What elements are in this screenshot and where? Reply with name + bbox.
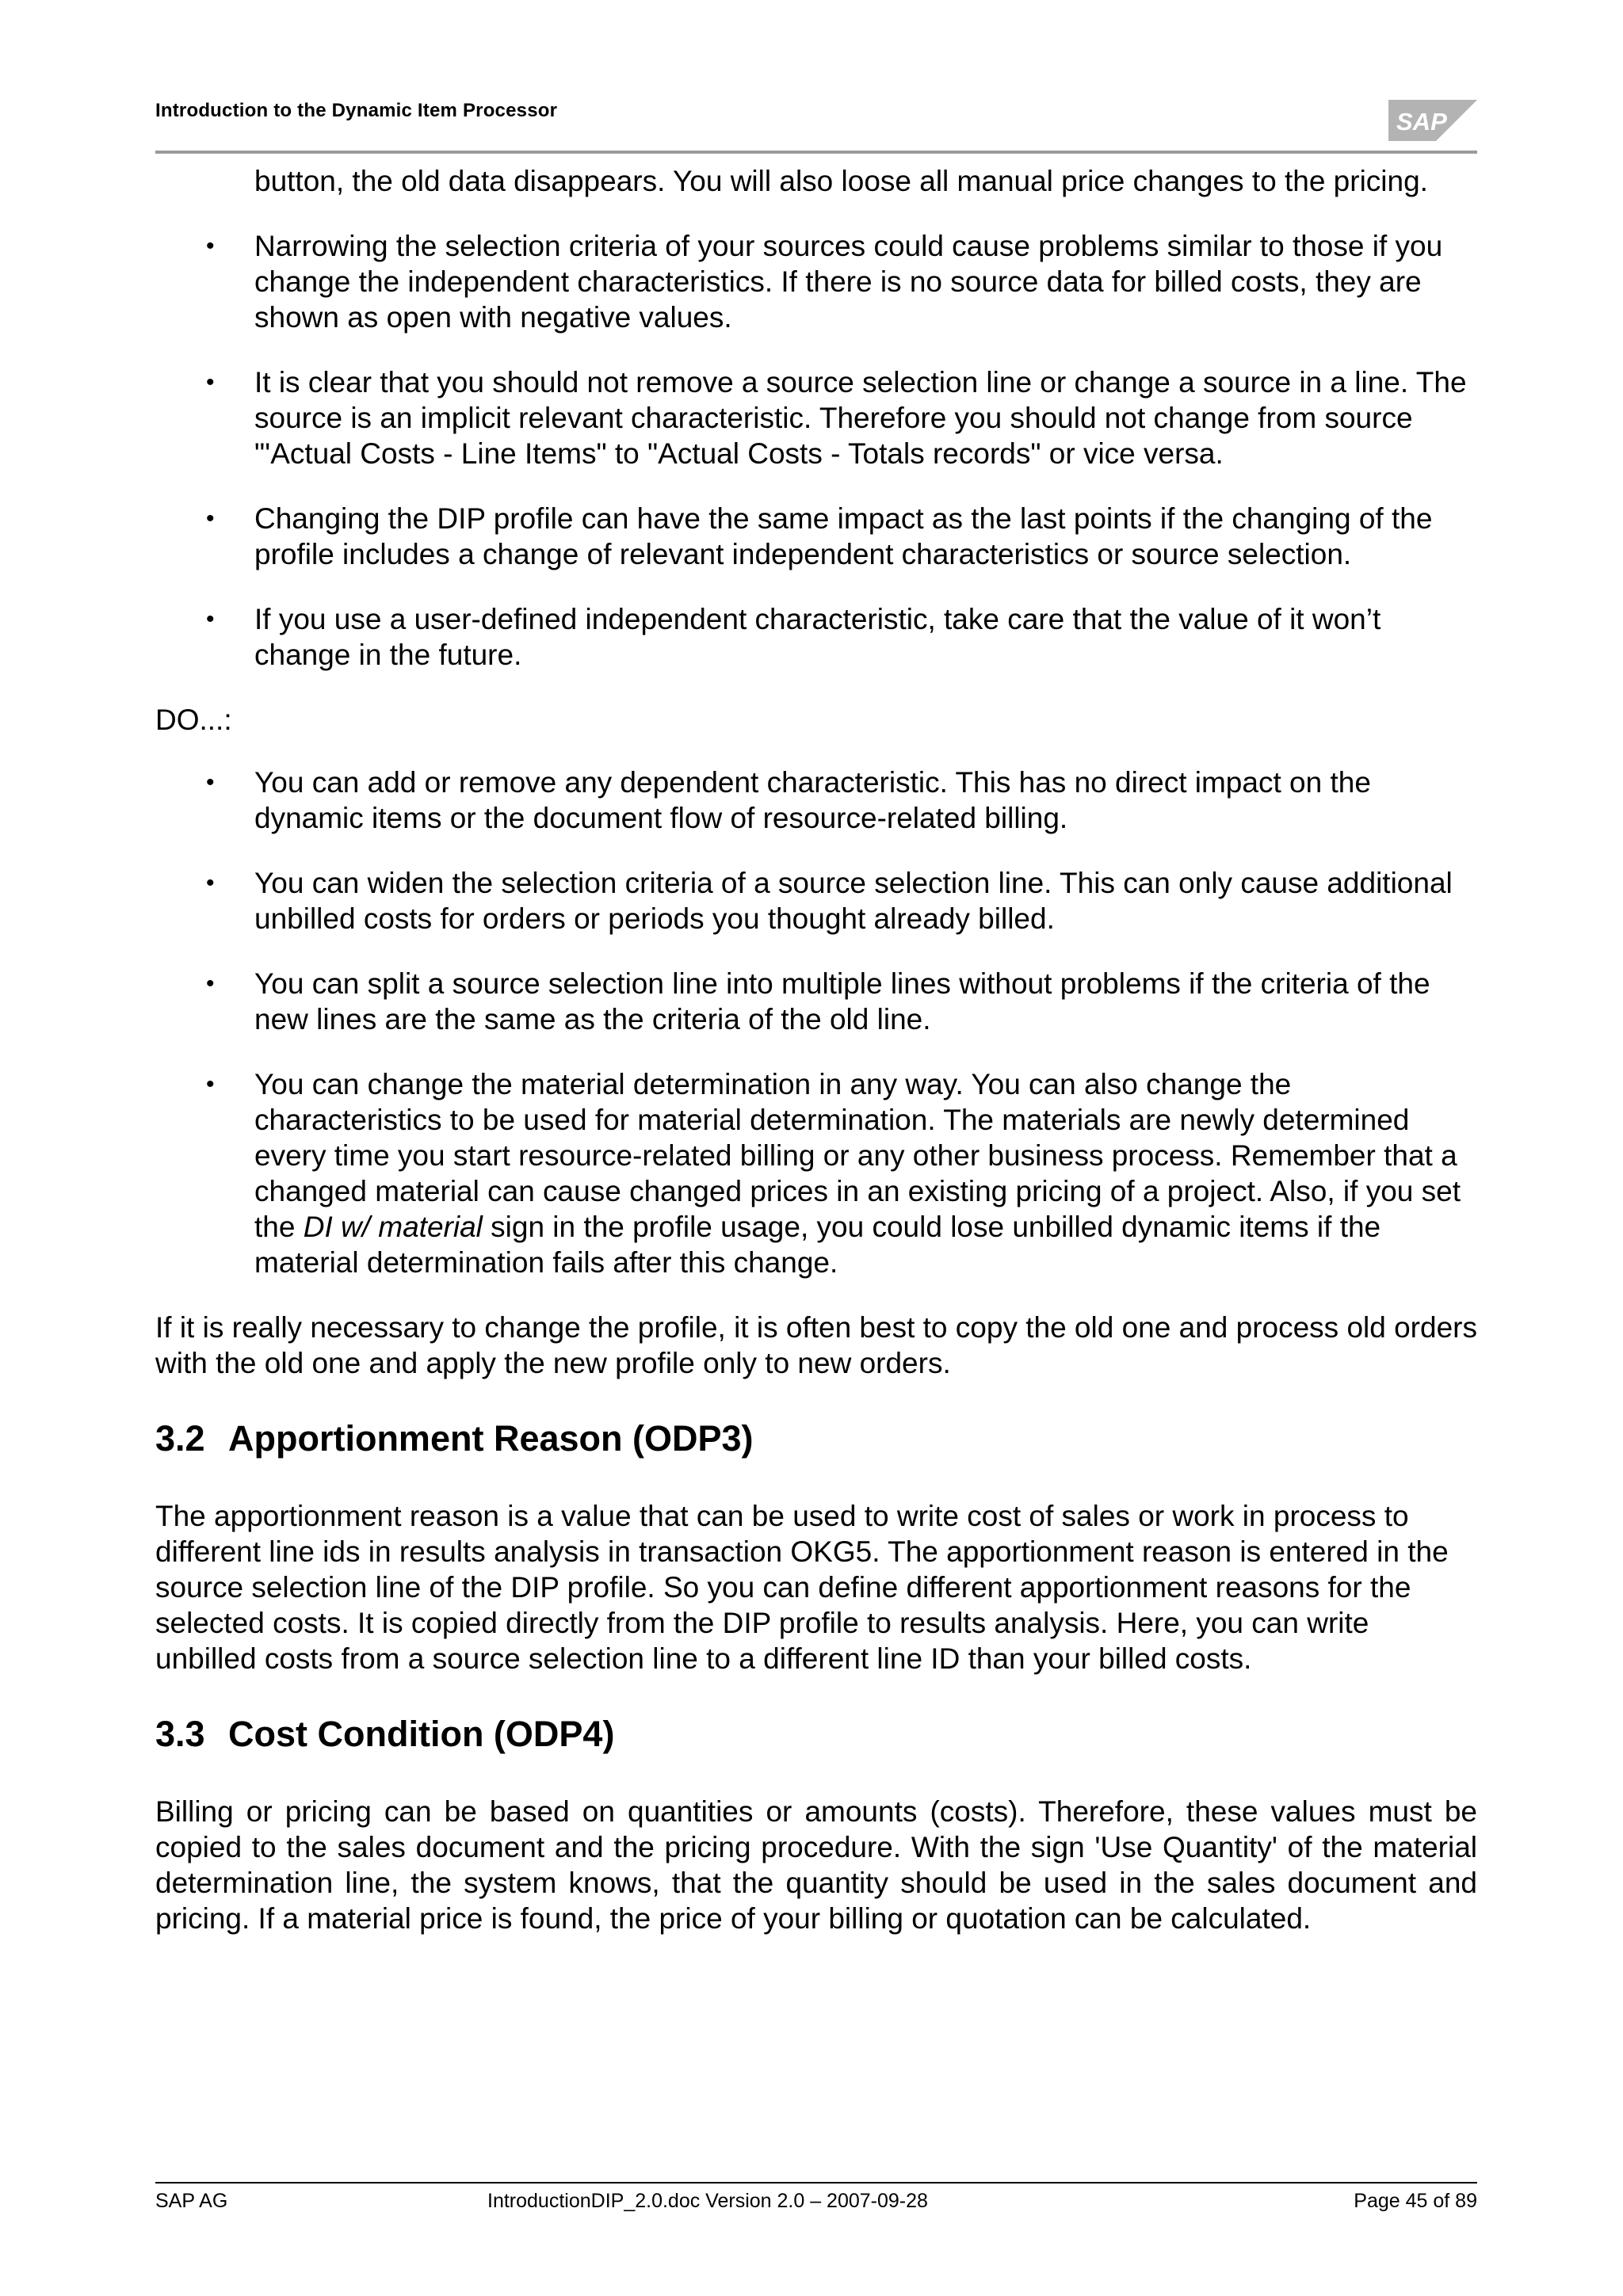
sap-logo bbox=[1388, 98, 1477, 143]
footer-document-info: IntroductionDIP_2.0.doc Version 2.0 – 2007-09-28 bbox=[487, 2190, 928, 2212]
header-divider bbox=[155, 151, 1477, 154]
footer-page-number: Page 45 of 89 bbox=[1354, 2190, 1477, 2212]
sap-logo-text: SAP bbox=[1396, 108, 1447, 135]
section-heading-3-2: 3.2 Apportionment Reason (ODP3) bbox=[155, 1418, 754, 1459]
list-item: • Changing the DIP profile can have the same impact as the last points if the changing of the profile includes a change of relevant independent characteristics or source selection. bbox=[206, 502, 1433, 570]
bullet-icon: • bbox=[206, 233, 215, 259]
bullet-icon: • bbox=[206, 971, 215, 997]
closing-paragraph: If it is really necessary to change the profile, it is often best to copy the old one and process old orders with the old one and apply the new profile only to new orders. bbox=[155, 1311, 1477, 1379]
section-3-3-body: Billing or pricing can be based on quantities or amounts (costs). Therefore, these values must be copied to the sales document and the pricing procedure. With the sign 'Use Quantity' of the material determination line, the system knows, that the quantity should be used in the sales document and pricing. If a material price is found, the price of your billing or quotation can be calculated. bbox=[155, 1795, 1477, 1935]
do-list bbox=[155, 765, 1477, 1280]
list-item: • Narrowing the selection criteria of your sources could cause problems similar to those if you change the independent characteristics. If there is no source data for billed costs, they are shown as open with negative values. bbox=[206, 230, 1443, 334]
bullet-icon: • bbox=[206, 870, 215, 896]
footer-divider bbox=[155, 2182, 1477, 2183]
list-item: • You can add or remove any dependent characteristic. This has no direct impact on the dynamic items or the document flow of resource-related billing. bbox=[206, 766, 1371, 834]
list-item: • If you use a user-defined independent characteristic, take care that the value of it won’t change in the future. bbox=[206, 603, 1381, 671]
section-3-2-body: The apportionment reason is a value that can be used to write cost of sales or work in process to different line ids in results analysis in transaction OKG5. The apportionment reason is entered in the source selection line of the DIP profile. So you can define different apportionment reasons for the selected costs. It is copied directly from the DIP profile to results analysis. Here, you can write unbilled costs from a source selection line to a different line ID than your billed costs. bbox=[155, 1500, 1449, 1675]
continued-paragraph: button, the old data disappears. You will also loose all manual price changes to the pricing. bbox=[254, 165, 1428, 197]
section-heading-3-3: 3.3 Cost Condition (ODP4) bbox=[155, 1714, 615, 1754]
list-item: • It is clear that you should not remove a source selection line or change a source in a line. The source is an implicit relevant characteristic. Therefore you should not change from source "'Actual Costs - Line Items" to "Actual Costs - Totals records" or vice versa. bbox=[206, 366, 1467, 470]
bullet-icon: • bbox=[206, 606, 215, 632]
running-header-title: Introduction to the Dynamic Item Processor bbox=[155, 100, 558, 121]
list-item: • You can widen the selection criteria of a source selection line. This can only cause additional unbilled costs for orders or periods you thought already billed. bbox=[206, 867, 1453, 935]
body-content bbox=[155, 163, 1477, 1973]
footer-company: SAP AG bbox=[155, 2190, 228, 2212]
do-label: DO...: bbox=[155, 704, 232, 736]
bullet-icon: • bbox=[206, 369, 215, 395]
dont-list bbox=[155, 228, 1477, 673]
bullet-icon: • bbox=[206, 769, 215, 795]
list-item: • You can change the material determination in any way. You can also change the characteristics to be used for material determination. The materials are newly determined every time you start resource-related billing or any other business process. Remember that a changed material can cause changed prices in an existing pricing of a project. Also, if you set the DI w/ material sign in the profile usage, you could lose unbilled dynamic items if the material determination fails after this change. bbox=[206, 1068, 1461, 1279]
italic-term: DI w/ material bbox=[303, 1211, 483, 1243]
bullet-icon: • bbox=[206, 505, 215, 532]
bullet-icon: • bbox=[206, 1071, 215, 1097]
list-item: • You can split a source selection line into multiple lines without problems if the criteria of the new lines are the same as the criteria of the old line. bbox=[206, 967, 1430, 1035]
